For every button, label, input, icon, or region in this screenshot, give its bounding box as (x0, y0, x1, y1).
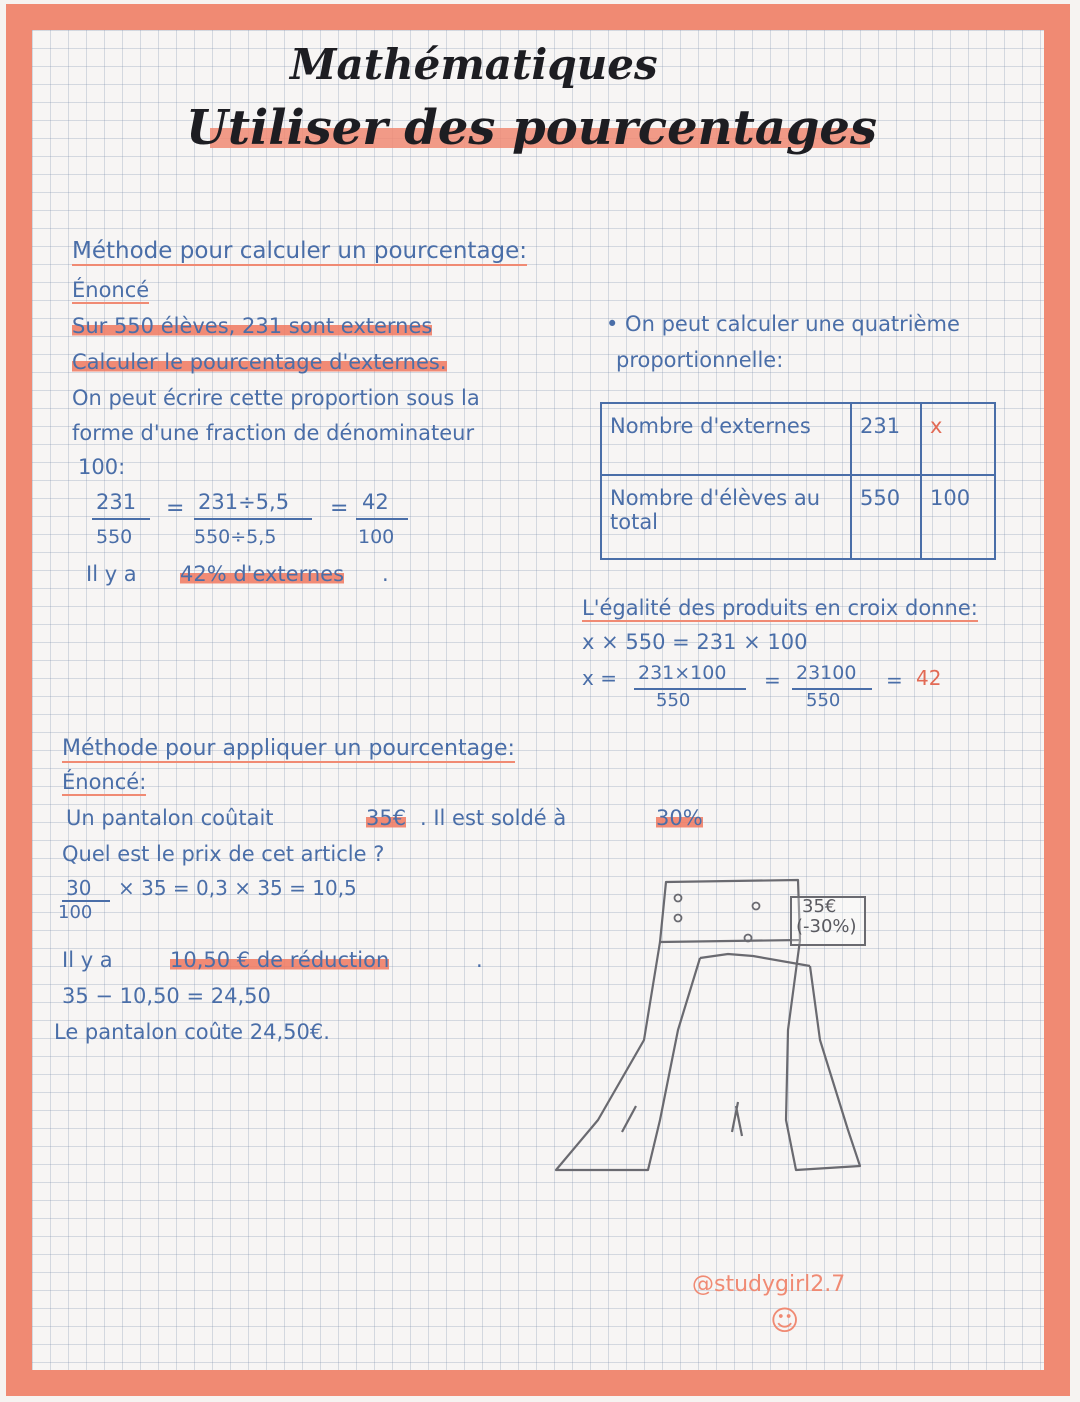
smiley-icon: ☺ (770, 1304, 800, 1337)
cell-550: 550 (851, 475, 921, 559)
fraction-2-bar (194, 518, 312, 520)
q-equals-2: = (886, 668, 903, 692)
apply-result-prefix: Il y a (62, 948, 113, 972)
row-label-externes: Nombre d'externes (601, 403, 851, 475)
grid-paper (32, 30, 1044, 1370)
fraction-1-bar (92, 518, 150, 520)
table-row (601, 475, 995, 559)
cell-231: 231 (851, 403, 921, 475)
q-result: 42 (916, 666, 942, 690)
q-frac1-num: 231×100 (638, 662, 727, 684)
bullet-fraction-b: forme d'une fraction de dénominateur (72, 421, 475, 445)
fraction-3-den: 100 (358, 526, 395, 548)
apply-result-highlight: 10,50 € de réduction (170, 948, 390, 972)
apply-calc-num: 30 (66, 876, 92, 900)
enonce-line-1: Sur 550 élèves, 231 sont externes (72, 314, 433, 338)
apply-line-1a: Un pantalon coûtait (66, 806, 274, 830)
fraction-2-num: 231÷5,5 (198, 490, 290, 514)
apply-percent: 30% (656, 806, 703, 830)
cross-product: x × 550 = 231 × 100 (582, 630, 808, 654)
result-period: . (382, 562, 389, 586)
page-title: Utiliser des pourcentages (186, 100, 877, 156)
cell-x: x (921, 403, 995, 475)
q-frac1-den: 550 (656, 690, 691, 711)
equals-1: = (166, 496, 185, 521)
apply-line-1c: . Il est soldé à (420, 806, 567, 830)
fraction-3-num: 42 (362, 490, 389, 514)
table-row (601, 403, 995, 475)
price-tag-discount: (-30%) (796, 916, 857, 937)
enonce-line-2: Calculer le pourcentage d'externes. (72, 350, 447, 374)
fraction-1-den: 550 (96, 526, 133, 548)
q-frac2-num: 23100 (796, 662, 857, 684)
price-tag-price: 35€ (802, 896, 837, 917)
subject-title: Mathématiques (290, 40, 658, 89)
apply-line-2: Quel est le prix de cet article ? (62, 842, 385, 866)
quatrieme-bullet-b: proportionnelle: (616, 348, 784, 372)
proportion-table (600, 402, 996, 560)
enonce-label: Énoncé (72, 278, 150, 302)
cell-100: 100 (921, 475, 995, 559)
result-highlight: 42% d'externes (180, 562, 345, 586)
quatrieme-bullet: • On peut calculer une quatrième (606, 312, 960, 336)
apply-final-price: Le pantalon coûte 24,50€. (54, 1020, 330, 1044)
apply-subtraction: 35 − 10,50 = 24,50 (62, 984, 271, 1008)
method-calc-heading: Méthode pour calculer un pourcentage: (72, 238, 528, 264)
bullet-fraction-a: On peut écrire cette proportion sous la (72, 386, 480, 410)
fraction-2-den: 550÷5,5 (194, 526, 277, 548)
apply-price: 35€ (366, 806, 407, 830)
egalite-line: L'égalité des produits en croix donne: (582, 596, 978, 620)
x-equals: x = (582, 666, 617, 690)
equals-2: = (330, 496, 349, 521)
q-frac2-den: 550 (806, 690, 841, 711)
apply-calc-rest: × 35 = 0,3 × 35 = 10,5 (118, 876, 357, 900)
row-label-eleves: Nombre d'élèves au total (601, 475, 851, 559)
q-equals: = (764, 668, 781, 692)
result-prefix: Il y a (86, 562, 137, 586)
signature-handle-visible: @studygirl2.7 (692, 1272, 846, 1297)
apply-result-period: . (476, 948, 483, 972)
apply-enonce-label: Énoncé: (62, 770, 147, 794)
bullet-fraction-c: 100: (78, 455, 126, 479)
fraction-1-num: 231 (96, 490, 137, 514)
method-apply-heading: Méthode pour appliquer un pourcentage: (62, 736, 515, 761)
apply-calc-den: 100 (58, 902, 93, 923)
fraction-3-bar (356, 518, 408, 520)
